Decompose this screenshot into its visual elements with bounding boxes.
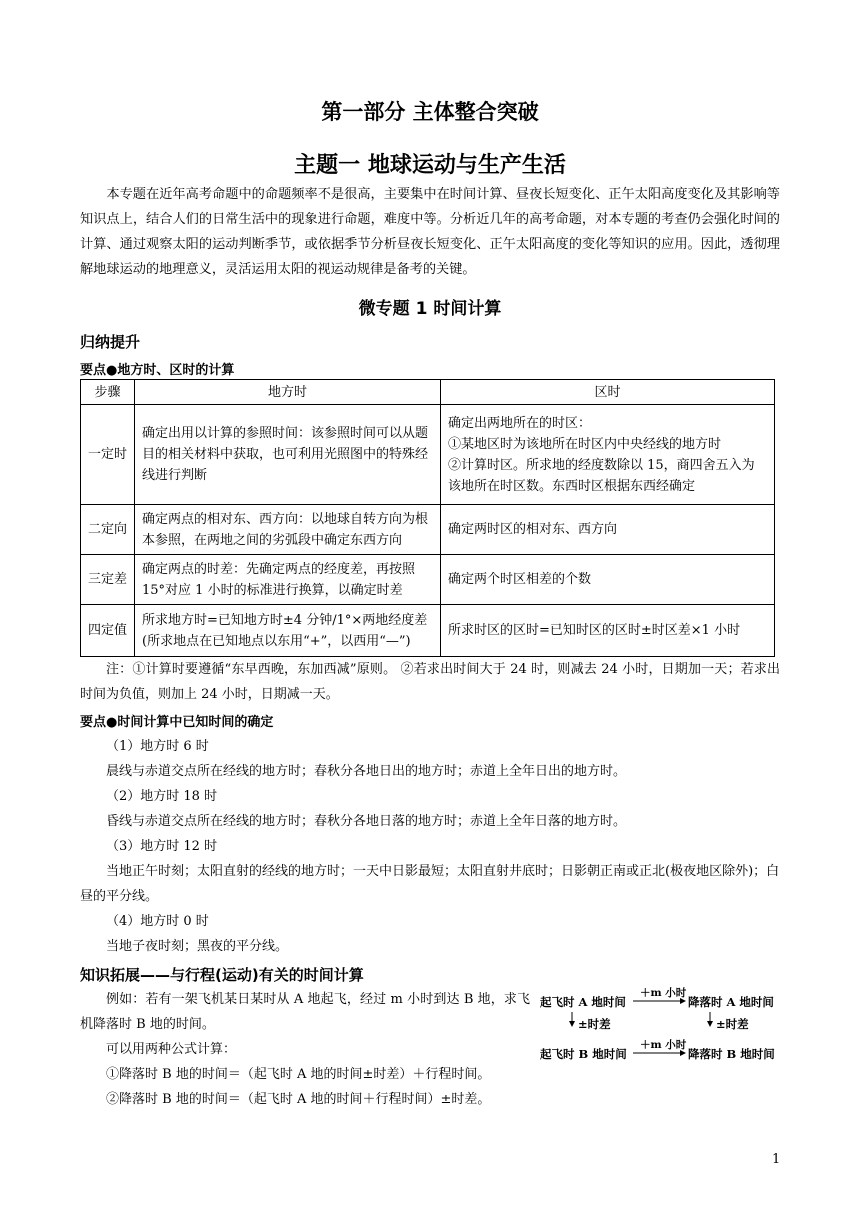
known-time-text: 昏线与赤道交点所在经线的地方时；春秋分各地日落的地方时；赤道上全年日落的地方时。 bbox=[106, 814, 627, 829]
formula-intro: 可以用两种公式计算： bbox=[106, 1042, 237, 1057]
table-note: 注：①计算时要遵循“东早西晚，东加西减”原则。 ②若求出时间大于 24 时，则减去 24 小时，日期加一天；若求出时间为负值，则加上 24 小时，日期减一天。 bbox=[80, 662, 780, 702]
table-header-row bbox=[81, 380, 775, 405]
formula-2: ②降落时 B 地的时间＝（起飞时 A 地的时间＋行程时间）±时差。 bbox=[106, 1092, 491, 1107]
known-time-text: 当地正午时刻；太阳直射的经线的地方时；一天中日影最短；太阳直射井底时；日影朝正南或正北(极夜地区除外)；白昼的平分线。 bbox=[80, 864, 780, 904]
zone-line: 确定出两地所在的时区： bbox=[448, 415, 592, 431]
intro-paragraph: 本专题在近年高考命题中的命题频率不是很高，主要集中在时间计算、昼夜长短变化、正午太阳高度变化及其影响等知识点上，结合人们的日常生活中的现象进行命题，难度中等。分析近几年的高考命题，对本专题的考查仍会强化时间的计算、通过观察太阳的运动判断季节，或依据季节分析昼夜长短变化、正午太阳高度的变化等知识的应用。因此，透彻理解地球运动的地理意义，灵活运用太阳的视运动规律是备考的关键。 bbox=[80, 187, 780, 277]
table-row bbox=[81, 605, 775, 657]
step-cell: 三定差 bbox=[81, 555, 135, 605]
formula-1: ①降落时 B 地的时间＝（起飞时 A 地的时间±时差）＋行程时间。 bbox=[106, 1067, 491, 1082]
diagram-diff-left: ±时差 bbox=[578, 1017, 611, 1031]
page-number: 1 bbox=[772, 1152, 781, 1167]
zone-time-cell bbox=[441, 405, 775, 505]
extension-heading: 知识拓展——与行程(运动)有关的时间计算 bbox=[80, 966, 364, 984]
time-calculation-table bbox=[80, 379, 775, 657]
known-time-label: （2）地方时 18 时 bbox=[106, 789, 218, 804]
diagram-top-left: 起飞时 A 地时间 bbox=[540, 995, 626, 1009]
local-time-cell: 确定两点的时差：先确定两点的经度差，再按照15°对应 1 小时的标准进行换算，以确定时差 bbox=[135, 555, 441, 605]
table-row bbox=[81, 405, 775, 505]
summary-heading: 归纳提升 bbox=[80, 333, 141, 351]
point1-heading: 要点●地方时、区时的计算 bbox=[80, 363, 235, 378]
zone-time-cell: 所求时区的区时=已知时区的区时±时区差×1 小时 bbox=[441, 605, 775, 657]
diagram-top-arrow-label: ＋m 小时 bbox=[640, 987, 687, 999]
time-conversion-diagram bbox=[540, 985, 790, 1065]
table-header: 步骤 bbox=[81, 380, 135, 405]
table-header: 地方时 bbox=[135, 380, 441, 405]
diagram-top-right: 降落时 A 地时间 bbox=[688, 995, 774, 1009]
step-cell: 二定向 bbox=[81, 505, 135, 555]
zone-time-cell: 确定两时区的相对东、西方向 bbox=[441, 505, 775, 555]
local-time-cell: 确定出用以计算的参照时间：该参照时间可以从题目的相关材料中获取，也可利用光照图中的特殊经线进行判断 bbox=[135, 405, 441, 505]
table-row bbox=[81, 555, 775, 605]
step-cell: 一定时 bbox=[81, 405, 135, 505]
known-time-label: （4）地方时 0 时 bbox=[106, 914, 209, 929]
local-time-cell: 确定两点的相对东、西方向：以地球自转方向为根本参照，在两地之间的劣弧段中确定东西方向 bbox=[135, 505, 441, 555]
known-time-text: 晨线与赤道交点所在经线的地方时；春秋分各地日出的地方时；赤道上全年日出的地方时。 bbox=[106, 764, 627, 779]
diagram-diff-right: ±时差 bbox=[716, 1017, 749, 1031]
table-row bbox=[81, 505, 775, 555]
zone-time-cell: 确定两个时区相差的个数 bbox=[441, 555, 775, 605]
diagram-bottom-left: 起飞时 B 地时间 bbox=[540, 1047, 627, 1061]
local-time-cell: 所求地方时=已知地方时±4 分钟/1°×两地经度差(所求地点在已知地点以东用“+”，以西用“—”) bbox=[135, 605, 441, 657]
theme-title: 主题一 地球运动与生产生活 bbox=[294, 153, 566, 178]
step-cell: 四定值 bbox=[81, 605, 135, 657]
micro-topic-title: 微专题 1 时间计算 bbox=[358, 299, 502, 319]
known-time-label: （1）地方时 6 时 bbox=[106, 739, 209, 754]
known-time-text: 当地子夜时刻；黑夜的平分线。 bbox=[106, 939, 289, 954]
known-time-label: （3）地方时 12 时 bbox=[106, 839, 218, 854]
point2-heading: 要点●时间计算中已知时间的确定 bbox=[80, 715, 274, 730]
diagram-bottom-arrow-label: ＋m 小时 bbox=[640, 1039, 687, 1051]
part-title: 第一部分 主体整合突破 bbox=[321, 100, 539, 124]
zone-line: ②计算时区。所求地的经度数除以 15，商四舍五入为该地所在时区数。东西时区根据东西经确定 bbox=[448, 457, 755, 494]
diagram-bottom-right: 降落时 B 地时间 bbox=[688, 1047, 775, 1061]
example-paragraph: 例如：若有一架飞机某日某时从 A 地起飞，经过 m 小时到达 B 地，求飞机降落时 B 地的时间。 bbox=[80, 992, 530, 1032]
zone-line: ①某地区时为该地所在时区内中央经线的地方时 bbox=[448, 436, 722, 452]
table-header: 区时 bbox=[441, 380, 775, 405]
